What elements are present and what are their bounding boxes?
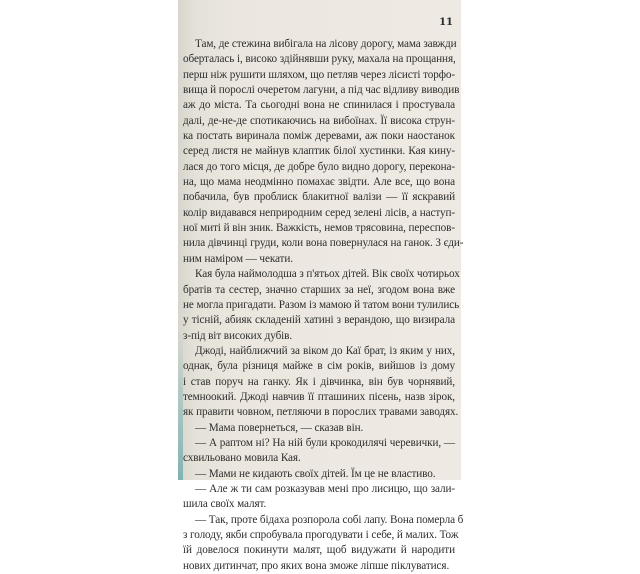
text-line: як правити човном, петляючи в порослих травами заводях. bbox=[183, 406, 459, 419]
text-line: далі, де-не-де спотикаючись на вибоїнах. Її висока струн- bbox=[183, 114, 455, 127]
book-page bbox=[178, 0, 464, 572]
text-line: — Але ж ти сам розказував мені про лисицю, що зали- bbox=[195, 482, 455, 495]
text-line: і став поруч на ганку. Як і дівчинка, він був чорнявий, bbox=[183, 375, 455, 388]
text-line: аж до міста. Та сьогодні вона не спинилася і простувала bbox=[183, 99, 455, 112]
text-line: шила своїх малят. bbox=[183, 498, 267, 511]
text-line: темноокий. Джоді навчив її пташиних пісень, назв зірок, bbox=[183, 390, 455, 403]
text-line: колір видавався неприродним серед зелені лісів, а наступ- bbox=[183, 206, 455, 219]
text-line: серед листя не майнув клаптик білої хустинки. Кая кину- bbox=[183, 145, 455, 158]
text-line: побачила, був проблиск блакитної валізи — її яскравий bbox=[183, 191, 455, 204]
text-line: лася до того місця, де добре було видно дорогу, перекона- bbox=[183, 160, 455, 173]
text-line: Джоді, найближчий за віком до Каї брат, із яким у них, bbox=[195, 344, 455, 357]
text-line: однак, була різниця майже в сім років, вийшов із дому bbox=[183, 360, 455, 373]
text-line: нових дитинчат, про яких вона зможе ліпше піклуватися. bbox=[183, 559, 450, 572]
text-line: оберталась і, високо здійнявши руку, махала на прощання, bbox=[183, 53, 456, 66]
text-line: не могла пригадати. Разом із мамою й татом вони тулились bbox=[183, 298, 460, 311]
text-line: Там, де стежина вибігала на лісову дорогу, мама завжди bbox=[195, 38, 457, 50]
text-line: ним наміром — чекати. bbox=[183, 252, 293, 265]
text-line: на, що мама неодмінно помахає звідти. Але все, що вона bbox=[183, 176, 455, 189]
text-line: ної миті й він зник. Важкість, немов трясовина, переспов- bbox=[183, 222, 455, 235]
text-line: — А раптом ні? На ній були крокодилячі черевички, — bbox=[195, 436, 455, 449]
text-line: нила дівчинці груди, коли вона повернулася на ганок. З єди- bbox=[183, 237, 464, 250]
text-line: — Мама повернеться, — сказав він. bbox=[195, 421, 364, 434]
text-line: перш ніж рушити шляхом, що петляв через лісисті торфо- bbox=[183, 68, 455, 81]
text-line: з-під віт високих дубів. bbox=[183, 329, 293, 342]
text-line: Кая була наймолодша з п'ятьох дітей. Вік своїх чотирьох bbox=[195, 268, 460, 281]
text-line: з голоду, якби спробувала прогодувати і себе, й малих. Тож bbox=[183, 529, 459, 541]
text-line: схвильовано мовила Кая. bbox=[183, 452, 301, 465]
text-line: вища й порослі очеретом лагуни, а під час відливу виводив bbox=[183, 84, 460, 97]
text-line: — Мами не кидають своїх дітей. Їм це не властиво. bbox=[195, 467, 436, 480]
text-line: братів та сестер, значно старших за неї, згодом вона вже bbox=[183, 283, 455, 296]
text-line: їй довелося покинути малят, щоб видужати й народити bbox=[183, 544, 455, 557]
text-line: у тісній, абияк складеній хатині з верандою, що визирала bbox=[183, 314, 455, 327]
page-body-text bbox=[183, 37, 464, 574]
text-line: ка постать виринала поміж деревами, аж поки наостанок bbox=[183, 130, 455, 143]
text-line: — Так, проте бідаха розпорола собі лапу. Вона померла б bbox=[195, 513, 464, 526]
page-number: 11 bbox=[439, 17, 453, 28]
